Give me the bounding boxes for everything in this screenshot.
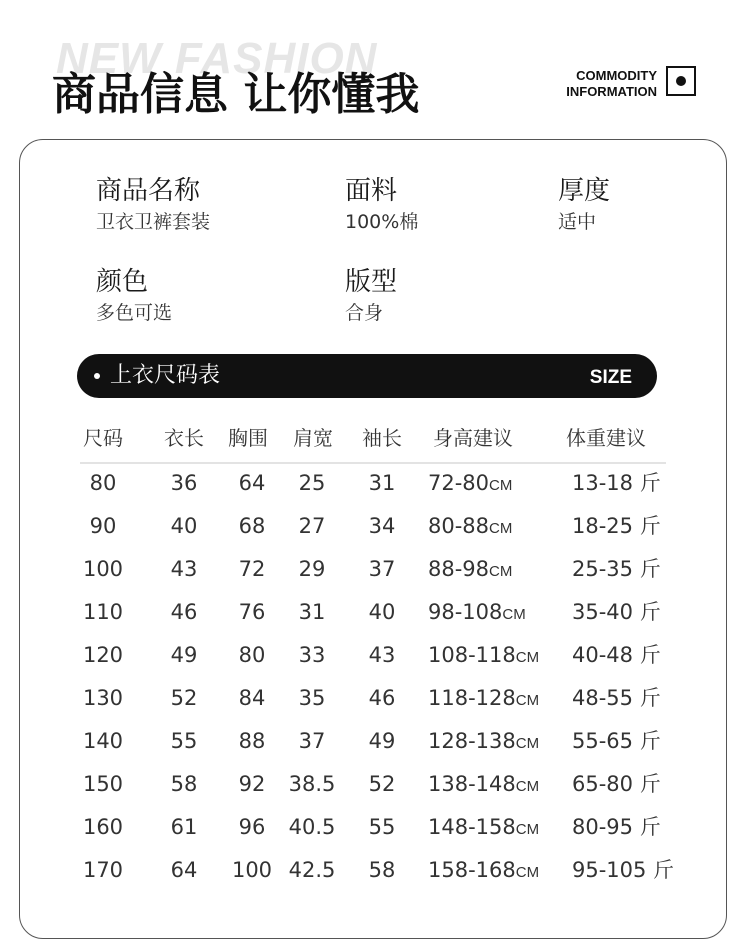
header-length: 衣长: [164, 426, 204, 450]
cell-weight: 55-65 斤: [572, 729, 661, 753]
info-value: 合身: [345, 302, 384, 324]
table-row: [0, 508, 750, 551]
cell-length: 61: [170, 815, 198, 839]
cell-shoulder: 37: [298, 729, 326, 753]
height-unit: CM: [489, 563, 513, 580]
height-range: 88-98: [428, 557, 490, 581]
cell-chest: 84: [238, 686, 266, 710]
cell-height: [428, 680, 539, 719]
header-chest: 胸围: [228, 426, 268, 450]
height-range: 148-158: [428, 815, 516, 839]
info-label: 面料: [345, 176, 398, 206]
height-unit: CM: [515, 821, 540, 838]
cell-sleeve: 58: [368, 858, 396, 882]
table-row: [0, 637, 750, 680]
height-unit: CM: [489, 520, 513, 537]
cell-size: 100: [82, 557, 124, 581]
cell-size: 120: [82, 643, 124, 667]
cell-shoulder: 38.5: [288, 772, 336, 796]
info-value: 多色可选: [96, 302, 173, 324]
cell-size: 80: [89, 471, 117, 495]
watermark-text: NEW FASHION: [56, 34, 378, 83]
height-unit: CM: [489, 477, 513, 494]
cell-length: 43: [170, 557, 198, 581]
height-range: 128-138: [428, 729, 516, 753]
cell-size: 140: [82, 729, 124, 753]
cell-sleeve: 55: [368, 815, 396, 839]
cell-chest: 68: [238, 514, 266, 538]
bullet-icon: [94, 373, 100, 379]
cell-size: 110: [82, 600, 124, 624]
cell-shoulder: 25: [298, 471, 326, 495]
height-range: 80-88: [428, 514, 490, 538]
table-row: [0, 551, 750, 594]
cell-height: [428, 465, 512, 504]
cell-length: 40: [170, 514, 198, 538]
cell-sleeve: 40: [368, 600, 396, 624]
cell-chest: 92: [238, 772, 266, 796]
cell-height: [428, 852, 539, 891]
cell-weight: 13-18 斤: [572, 471, 661, 495]
cell-size: 160: [82, 815, 124, 839]
cell-chest: 64: [238, 471, 266, 495]
header-weight: 体重建议: [566, 426, 646, 450]
height-range: 138-148: [428, 772, 516, 796]
info-label: 版型: [345, 267, 398, 297]
cell-height: [428, 809, 539, 848]
header-divider: [80, 462, 666, 464]
commodity-information-label: [566, 68, 657, 100]
cell-height: [428, 766, 539, 805]
cell-weight: 35-40 斤: [572, 600, 661, 624]
cell-sleeve: 52: [368, 772, 396, 796]
dot-icon: [676, 76, 686, 86]
cell-length: 46: [170, 600, 198, 624]
cell-sleeve: 34: [368, 514, 396, 538]
info-value: 适中: [558, 211, 597, 233]
height-range: 108-118: [428, 643, 516, 667]
cell-shoulder: 31: [298, 600, 326, 624]
height-range: 72-80: [428, 471, 490, 495]
cell-weight: 80-95 斤: [572, 815, 661, 839]
info-item-color: [96, 267, 172, 325]
size-chart-bar: [77, 354, 657, 398]
cell-shoulder: 40.5: [288, 815, 336, 839]
table-row: [0, 809, 750, 852]
cell-size: 90: [89, 514, 117, 538]
cell-weight: 95-105 斤: [572, 858, 675, 882]
table-row: [0, 465, 750, 508]
header-height: 身高建议: [433, 426, 513, 450]
header-sleeve: 袖长: [362, 426, 402, 450]
height-unit: CM: [515, 692, 540, 709]
cell-sleeve: 31: [368, 471, 396, 495]
cell-shoulder: 29: [298, 557, 326, 581]
info-value: 卫衣卫裤套装: [96, 211, 211, 233]
cell-shoulder: 33: [298, 643, 326, 667]
info-label: 厚度: [558, 176, 611, 206]
info-item-name: [96, 176, 210, 234]
cell-size: 150: [82, 772, 124, 796]
info-label: 颜色: [96, 267, 149, 297]
height-unit: CM: [515, 864, 540, 881]
size-badge: SIZE: [589, 367, 632, 388]
header-shoulder: 肩宽: [293, 426, 333, 450]
cell-size: 130: [82, 686, 124, 710]
cell-weight: 48-55 斤: [572, 686, 661, 710]
table-row: [0, 723, 750, 766]
cell-size: 170: [82, 858, 124, 882]
cell-weight: 65-80 斤: [572, 772, 661, 796]
cell-chest: 96: [238, 815, 266, 839]
info-label: 商品名称: [96, 176, 201, 206]
header-size: 尺码: [83, 426, 123, 450]
cell-chest: 76: [238, 600, 266, 624]
commodity-line-2: INFORMATION: [566, 84, 657, 99]
cell-shoulder: 35: [298, 686, 326, 710]
cell-sleeve: 46: [368, 686, 396, 710]
height-unit: CM: [502, 606, 526, 623]
cell-chest: 88: [238, 729, 266, 753]
cell-chest: 72: [238, 557, 266, 581]
table-header: [0, 424, 750, 452]
height-unit: CM: [515, 735, 540, 752]
page-title: 商品信息 让你懂我: [52, 69, 420, 120]
table-row: [0, 594, 750, 637]
cell-height: [428, 637, 539, 676]
square-dot-icon: [666, 66, 696, 96]
cell-length: 52: [170, 686, 198, 710]
cell-length: 58: [170, 772, 198, 796]
cell-weight: 18-25 斤: [572, 514, 661, 538]
cell-chest: 100: [231, 858, 273, 882]
cell-chest: 80: [238, 643, 266, 667]
commodity-line-1: COMMODITY: [576, 68, 657, 83]
height-unit: CM: [515, 649, 540, 666]
cell-weight: 40-48 斤: [572, 643, 661, 667]
table-row: [0, 766, 750, 809]
cell-sleeve: 37: [368, 557, 396, 581]
height-range: 98-108: [428, 600, 503, 624]
cell-length: 49: [170, 643, 198, 667]
cell-length: 64: [170, 858, 198, 882]
height-unit: CM: [515, 778, 540, 795]
size-table-body: [0, 465, 750, 895]
cell-height: [428, 723, 539, 762]
cell-weight: 25-35 斤: [572, 557, 661, 581]
table-row: [0, 680, 750, 723]
info-item-fit: [345, 267, 397, 325]
cell-sleeve: 49: [368, 729, 396, 753]
cell-height: [428, 508, 512, 547]
height-range: 118-128: [428, 686, 516, 710]
cell-length: 36: [170, 471, 198, 495]
size-chart-title: 上衣尺码表: [110, 363, 221, 388]
cell-shoulder: 27: [298, 514, 326, 538]
info-item-thickness: [558, 176, 610, 234]
cell-sleeve: 43: [368, 643, 396, 667]
info-value: 100%棉: [345, 211, 419, 233]
cell-length: 55: [170, 729, 198, 753]
height-range: 158-168: [428, 858, 516, 882]
cell-height: [428, 551, 512, 590]
cell-shoulder: 42.5: [288, 858, 336, 882]
cell-height: [428, 594, 526, 633]
info-item-fabric: [345, 176, 418, 234]
